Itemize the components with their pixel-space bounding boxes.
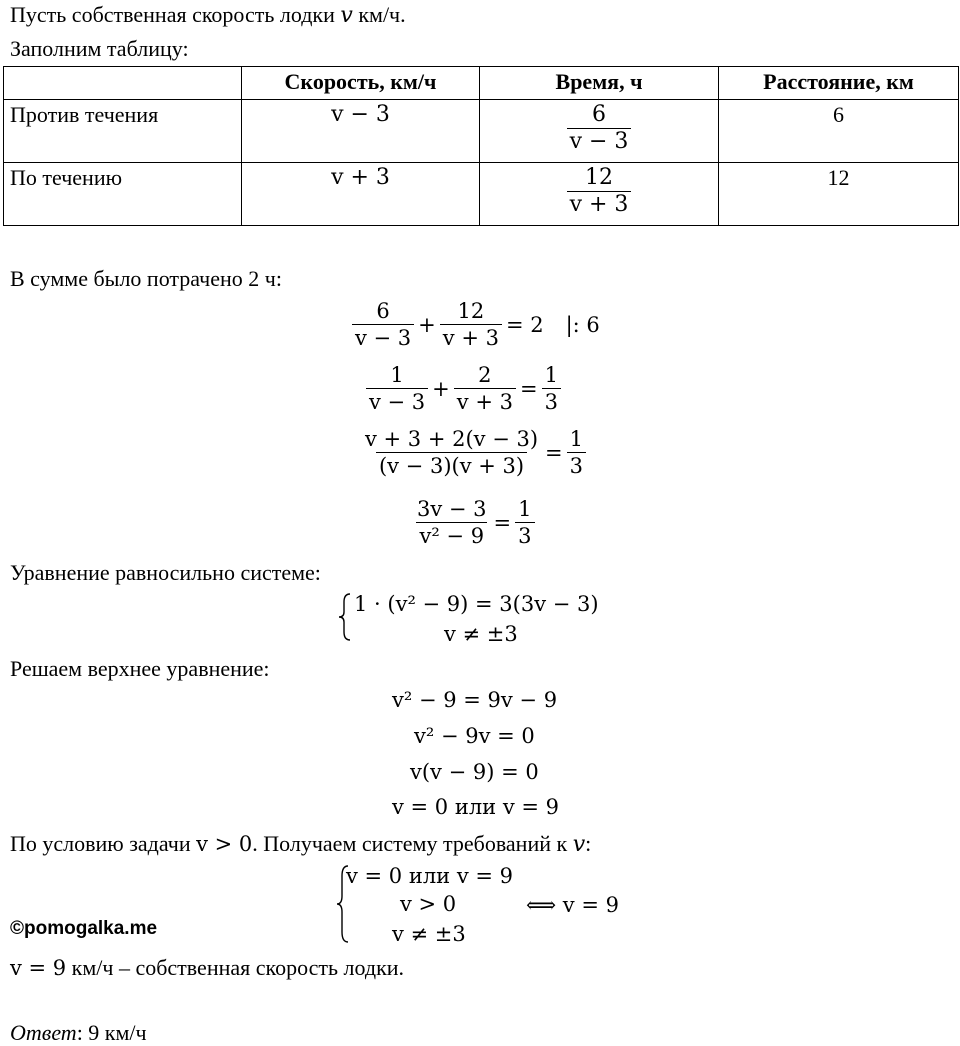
equation-4 xyxy=(414,496,535,549)
conclusion-line xyxy=(10,955,404,981)
system2-result: ⟺ v = 9 xyxy=(526,893,619,917)
condition-line xyxy=(10,831,591,858)
plus-sign: + xyxy=(432,376,450,401)
row-distance: 6 xyxy=(719,100,959,163)
table-header-distance: Расстояние, км xyxy=(719,67,959,100)
eq4-r-numerator: 1 xyxy=(518,497,532,521)
brace-icon xyxy=(338,592,352,642)
row-time xyxy=(480,100,719,163)
equivalence-text: Уравнение равносильно системе: xyxy=(10,560,321,585)
watermark: ©pomogalka.me xyxy=(10,918,158,939)
eq3-numerator: v + 3 + 2(v − 3) xyxy=(365,427,539,451)
condition-text-b: . Получаем систему требований к xyxy=(252,831,573,856)
intro-text: Пусть собственная скорость лодки xyxy=(10,2,341,27)
intro-line-1 xyxy=(10,2,406,29)
condition-text-a: По условию задачи xyxy=(10,831,197,856)
eq2-r-numerator: 1 xyxy=(544,363,558,387)
step-4: v = 0 или v = 9 xyxy=(392,795,560,819)
variable-v: v xyxy=(572,832,586,857)
conclusion-expr: v = 9 xyxy=(10,956,67,980)
intro-unit: км/ч. xyxy=(352,2,406,27)
eq1-f1-numerator: 6 xyxy=(376,299,390,323)
table-row xyxy=(4,100,959,163)
system2-row1: v = 0 или v = 9 xyxy=(346,864,514,888)
step-2: v² − 9v = 0 xyxy=(414,724,535,748)
eq2-f1-numerator: 1 xyxy=(390,363,404,387)
row-label: Против течения xyxy=(4,100,242,163)
table-header-row xyxy=(4,67,959,100)
eq1-f1-denominator: v − 3 xyxy=(352,324,414,351)
row-speed: v + 3 xyxy=(242,163,480,226)
equals-sign: = xyxy=(545,440,563,465)
eq4-numerator: 3v − 3 xyxy=(417,497,487,521)
conclusion-text: км/ч – собственная скорость лодки. xyxy=(66,955,405,980)
intro-line-2: Заполним таблицу: xyxy=(10,36,189,61)
row-label: По течению xyxy=(4,163,242,226)
eq3-r-denominator: 3 xyxy=(567,452,586,479)
system2-row2: v > 0 xyxy=(400,892,457,916)
time-numerator: 12 xyxy=(584,165,613,190)
data-table xyxy=(3,66,959,226)
eq4-r-denominator: 3 xyxy=(515,522,534,549)
equation-2 xyxy=(366,362,561,415)
solve-text: Решаем верхнее уравнение: xyxy=(10,656,270,681)
condition-expr: v > 0 xyxy=(196,832,253,856)
condition-text-c: : xyxy=(585,831,592,856)
row-distance: 12 xyxy=(719,163,959,226)
answer-label: Ответ xyxy=(10,1020,77,1045)
table-header-speed: Скорость, км/ч xyxy=(242,67,480,100)
variable-v: v xyxy=(340,3,353,28)
equation-1 xyxy=(352,298,600,351)
sum-text: В сумме было потрачено 2 ч: xyxy=(10,266,282,291)
eq1-f2-numerator: 12 xyxy=(457,299,485,323)
table-row xyxy=(4,163,959,226)
eq4-denominator: v² − 9 xyxy=(416,522,487,549)
eq1-rhs: = 2 xyxy=(505,312,544,337)
plus-sign: + xyxy=(418,312,436,337)
equation-3 xyxy=(362,426,586,479)
time-denominator: v − 3 xyxy=(567,128,632,155)
answer-text: : 9 км/ч xyxy=(76,1020,147,1045)
eq2-f1-denominator: v − 3 xyxy=(366,388,428,415)
eq3-denominator: (v − 3)(v + 3) xyxy=(376,452,527,479)
eq2-f2-denominator: v + 3 xyxy=(454,388,516,415)
equals-sign: = xyxy=(493,510,512,535)
step-1: v² − 9 = 9v − 9 xyxy=(392,688,558,712)
eq1-f2-denominator: v + 3 xyxy=(440,324,502,351)
eq2-r-denominator: 3 xyxy=(542,388,561,415)
eq3-r-numerator: 1 xyxy=(569,427,584,451)
table-header-time: Время, ч xyxy=(480,67,719,100)
table-header-empty xyxy=(4,67,242,100)
step-3: v(v − 9) = 0 xyxy=(410,760,539,784)
time-denominator: v + 3 xyxy=(567,191,632,218)
system2-row3: v ≠ ±3 xyxy=(392,922,466,946)
eq2-f2-numerator: 2 xyxy=(478,363,492,387)
equals-sign: = xyxy=(519,376,538,401)
eq1-note: |: 6 xyxy=(565,312,600,337)
system1-row2: v ≠ ±3 xyxy=(444,622,518,646)
system1-row1: 1 · (v² − 9) = 3(3v − 3) xyxy=(354,592,599,616)
row-time xyxy=(480,163,719,226)
answer-line xyxy=(10,1020,147,1046)
row-speed: v − 3 xyxy=(242,100,480,163)
time-numerator: 6 xyxy=(591,102,606,127)
